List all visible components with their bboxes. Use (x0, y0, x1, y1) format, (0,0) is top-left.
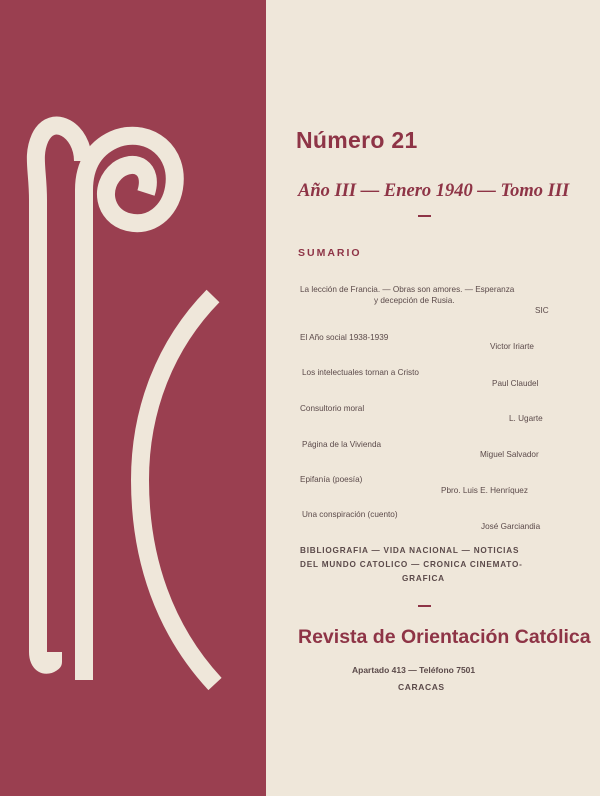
entry-title: El Año social 1938-1939 (300, 333, 389, 342)
divider-2 (418, 605, 431, 607)
contact-info: Apartado 413 — Teléfono 7501 (352, 665, 476, 675)
entry-title: La lección de Francia. — Obras son amores. — Esperanza (300, 285, 515, 294)
sections-line: DEL MUNDO CATOLICO — CRONICA CINEMATO- (300, 560, 523, 569)
magazine-subtitle: Revista de Orientación Católica (298, 626, 591, 648)
city: CARACAS (398, 682, 445, 692)
entry-title: Epifanía (poesía) (300, 475, 363, 484)
entry-author: Paul Claudel (492, 379, 539, 388)
logo-letter-c (140, 296, 215, 684)
entry-title: Consultorio moral (300, 404, 365, 413)
entry-title: Página de la Vivienda (302, 440, 382, 449)
entry-author: L. Ugarte (509, 414, 543, 423)
entry-title: Una conspiración (cuento) (302, 510, 398, 519)
sections-list (300, 544, 558, 586)
sections-line: GRAFICA (402, 574, 445, 583)
entry-author: Victor Iriarte (490, 342, 534, 351)
summary-heading: SUMARIO (298, 247, 362, 259)
issue-meta: Año III — Enero 1940 — Tomo III (298, 181, 570, 201)
sic-logo (0, 0, 266, 796)
entry-author: SIC (535, 306, 549, 315)
entry-author: Pbro. Luis E. Henríquez (441, 486, 528, 495)
entry-title-continued: y decepción de Rusia. (374, 296, 455, 305)
entry-title: Los intelectuales tornan a Cristo (302, 368, 419, 377)
entry-author: José Garciandia (481, 522, 541, 531)
entry-author: Miguel Salvador (480, 450, 539, 459)
sections-line: BIBLIOGRAFIA — VIDA NACIONAL — NOTICIAS (300, 546, 520, 555)
issue-number: Número 21 (296, 127, 418, 153)
divider-1 (418, 215, 431, 217)
